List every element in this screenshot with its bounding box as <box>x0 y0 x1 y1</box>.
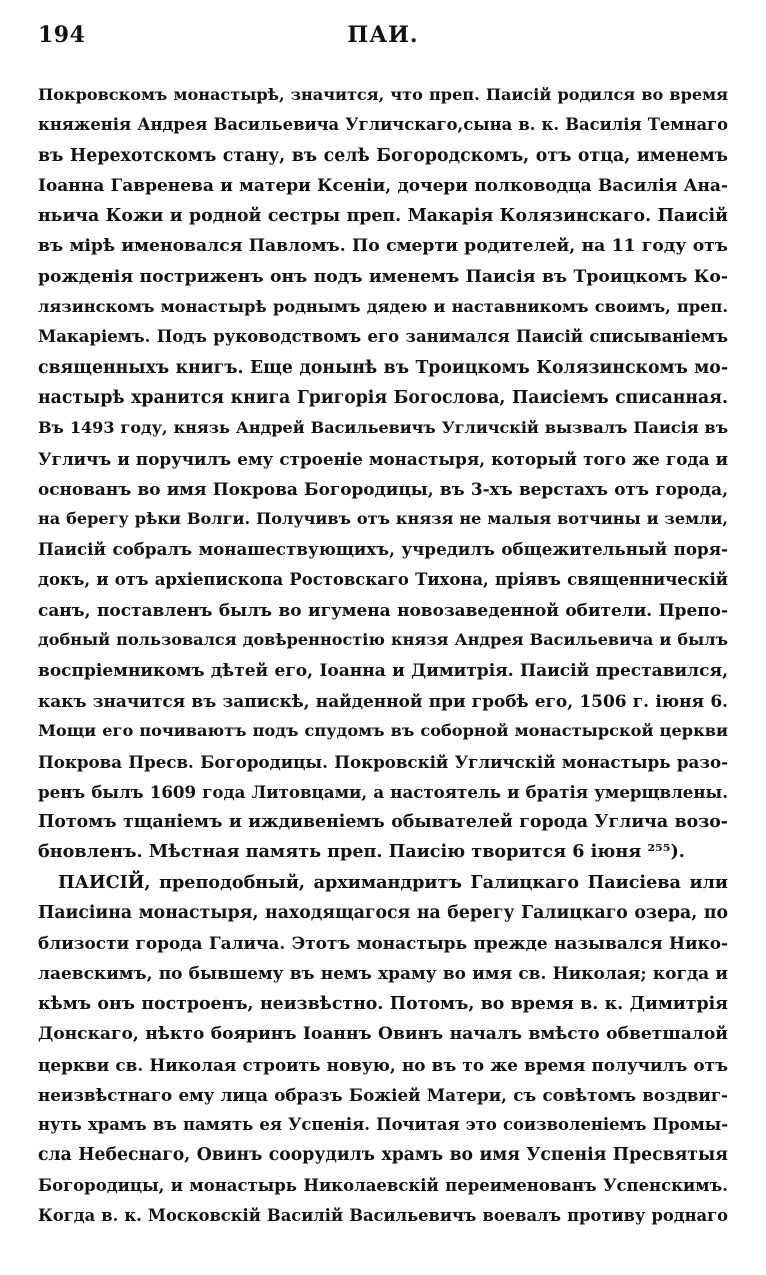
text-line: Іоанна Гавренева и матери Ксеніи, дочери полководца Василія Ана- <box>38 175 728 196</box>
text-line: основанъ во имя Покрова Богородицы, въ 3-хъ верстахъ отъ города, <box>38 478 728 499</box>
text-line: ньича Кожи и родной сестры преп. Макарія Колязинскаго. Паисій <box>38 206 728 227</box>
paragraph <box>38 868 728 1232</box>
text-line: Богородицы, и монастырь Николаевскій переименованъ Успенскимъ. <box>38 1175 728 1195</box>
text-line: санъ, поставленъ былъ во игумена новозаведенной обители. Препо- <box>38 600 728 621</box>
body-text <box>38 80 728 1231</box>
text-line: Угличъ и поручилъ ему строеніе монастыря, который того же года и <box>38 448 728 469</box>
page-number: 194 <box>38 22 86 48</box>
text-line: Въ 1493 году, князь Андрей Васильевичъ Угличскій вызвалъ Паисія въ <box>38 418 728 438</box>
text-line: сла Небеснаго, Овинъ соорудилъ храмъ во имя Успенія Пресвятыя <box>38 1145 728 1166</box>
text-line: Донскаго, нѣкто бояринъ Іоаннъ Овинъ началъ вмѣсто обветшалой <box>38 1024 728 1045</box>
text-line: Покрова Пресв. Богородицы. Покровскій Угличскій монастырь разо- <box>38 751 728 772</box>
text-line: княженія Андрея Васильевича Угличскаго,сына в. к. Василія Темнаго <box>38 115 728 135</box>
text-line: нуть храмъ въ память ея Успенія. Почитая это соизволеніемъ Промы- <box>38 1115 728 1135</box>
text-line: воспріемникомъ дѣтей его, Іоанна и Димитрія. Паисій преставился, <box>38 660 728 681</box>
text-line: добный пользовался довѣренностію князя Андрея Васильевича и былъ <box>38 630 728 650</box>
text-line: бновленъ. Мѣстная память преп. Паисію творится 6 іюня ²⁵⁵). <box>38 841 685 863</box>
text-line: неизвѣстнаго ему лица образъ Божіей Матери, съ совѣтомъ воздвиг- <box>38 1084 728 1105</box>
text-line: въ Нерехотскомъ стану, въ селѣ Богородскомъ, отъ отца, именемъ <box>38 145 728 166</box>
text-line: въ мірѣ именовался Павломъ. По смерти родителей, на 11 году отъ <box>38 236 728 257</box>
text-line: близости города Галича. Этотъ монастырь прежде назывался Нико- <box>38 933 728 954</box>
running-head: ПАИ. <box>347 22 419 48</box>
text-line: на берегу рѣки Волги. Получивъ отъ князя не малыя вотчины и земли, <box>38 509 728 529</box>
text-line: церкви св. Николая строить новую, но въ то же время получилъ отъ <box>38 1054 728 1075</box>
paragraph <box>38 80 728 868</box>
text-line: Покровскомъ монастырѣ, значится, что преп. Паисій родился во время <box>38 85 728 104</box>
text-line: ренъ былъ 1609 года Литовцами, а настоятель и братія умерщвлены. <box>38 781 728 802</box>
text-line: докъ, и отъ архіепископа Ростовскаго Тихона, прiявъ священническій <box>38 569 728 589</box>
text-line: Макаріемъ. Подъ руководствомъ его занимался Паисій списываніемъ <box>38 327 728 347</box>
text-line: Когда в. к. Московскій Василій Васильевичъ воевалъ противу роднаго <box>38 1205 728 1225</box>
text-line: Паисій собралъ монашествующихъ, учредилъ общежительный поря- <box>38 539 728 560</box>
text-line: священныхъ книгъ. Еще донынѣ въ Троицкомъ Колязинскомъ мо- <box>38 357 728 378</box>
text-line: кѣмъ онъ построенъ, неизвѣстно. Потомъ, во время в. к. Димитрія <box>38 993 728 1014</box>
page-header <box>38 22 728 52</box>
text-line: ПАИСІЙ, преподобный, архимандритъ Галицкаго Паисіева или <box>58 871 728 893</box>
text-line: Паисіина монастыря, находящагося на берегу Галицкаго озера, по <box>38 903 728 924</box>
text-line: Мощи его почиваютъ подъ спудомъ въ соборной монастырской церкви <box>38 721 728 741</box>
text-line: лязинскомъ монастырѣ роднымъ дядею и наставникомъ своимъ, преп. <box>38 297 728 317</box>
text-line: рожденія постриженъ онъ подъ именемъ Паисія въ Троицкомъ Ко- <box>38 266 728 287</box>
text-line: лаевскимъ, по бывшему въ немъ храму во имя св. Николая; когда и <box>38 963 728 984</box>
text-line: настырѣ хранится книга Григорія Богослова, Паисіемъ списанная. <box>38 387 728 408</box>
text-line: Потомъ тщаніемъ и иждивеніемъ обывателей города Углича возо- <box>38 812 728 833</box>
text-line: какъ значится въ запискѣ, найденной при гробѣ его, 1506 г. іюня 6. <box>38 690 728 711</box>
